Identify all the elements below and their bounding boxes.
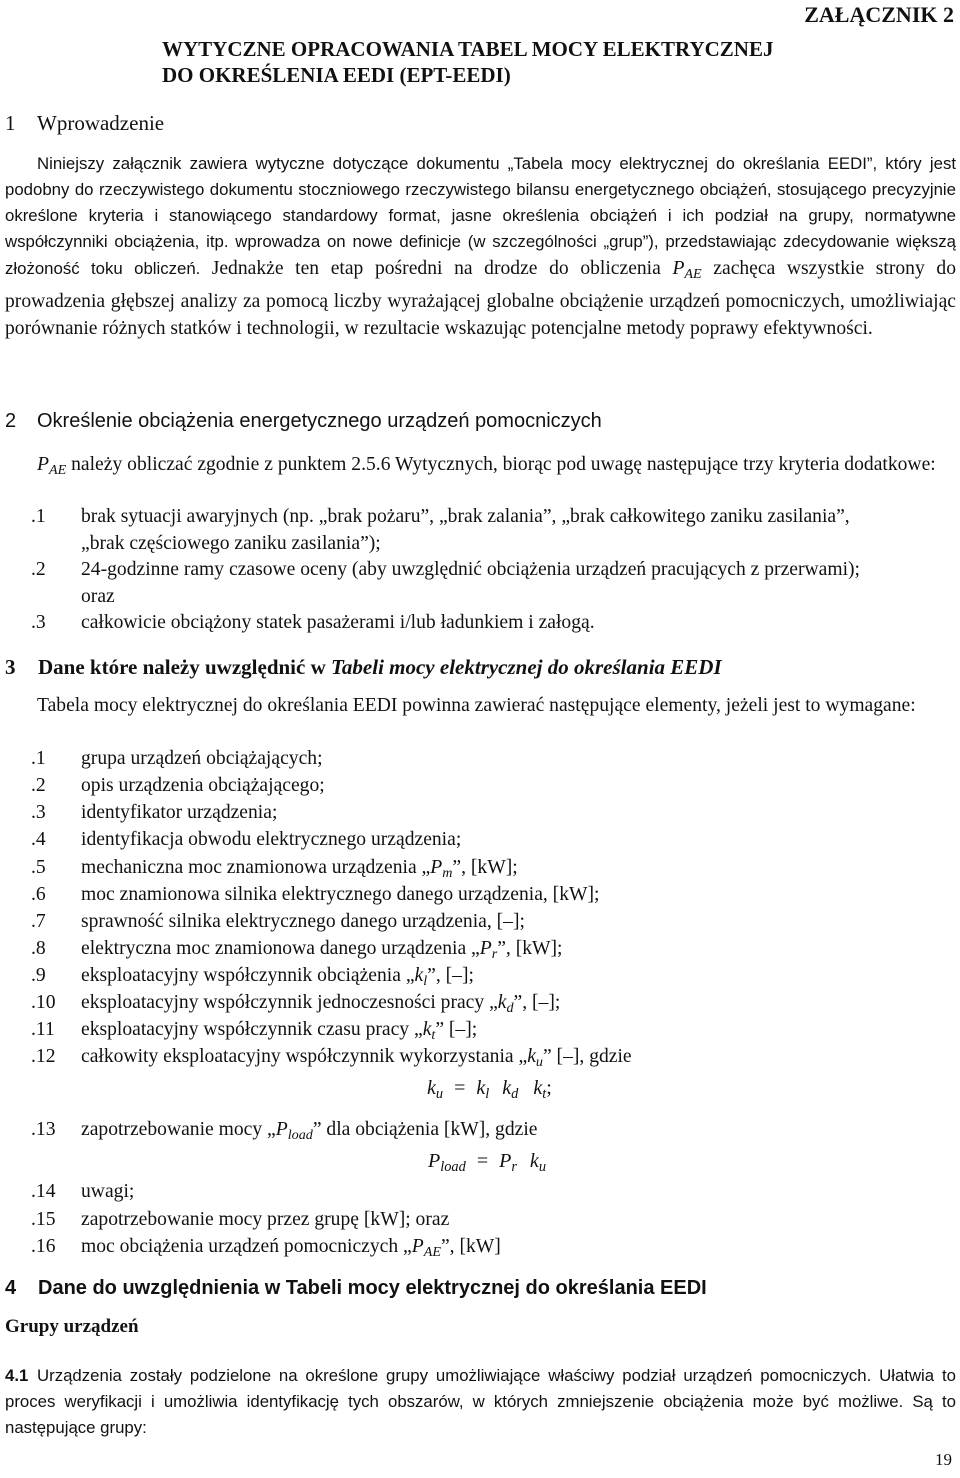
item-text-main: grupa urządzeń obciążających; [81, 748, 323, 769]
item-text-end: ” [–], gdzie [542, 1046, 632, 1067]
item-number: .7 [31, 911, 46, 932]
formula-symbol: k [476, 1077, 486, 1099]
item-text-main: eksploatacyjny współczynnik czasu pracy „ [81, 1019, 423, 1040]
section-4-heading [5, 1277, 707, 1300]
item-text [81, 1233, 960, 1266]
item-text-main: zapotrzebowanie mocy przez grupę [kW]; oraz [81, 1209, 450, 1230]
item-symbol-subscript: u [535, 1053, 543, 1070]
intro-text-b2: zachęca wszystkie strony do prowadzenia głębszej analizy za pomocą liczby wyrażającej globalne obciążenie urządzeń pomocniczych, umożliwiając porównanie różnych statków i technologii, w rezultacie wskazując potencjalne metody poprawy efektywności. [5, 258, 956, 339]
formula-pload [428, 1150, 546, 1176]
item-number: .8 [31, 938, 46, 959]
item-number: .12 [31, 1046, 56, 1067]
paragraph-text: Urządzenia zostały podzielone na określone grupy umożliwiające właściwy podział urządzeń pomocniczych. Ułatwia to proces weryfikacji i umożliwia identyfikację tych obszarów, w których zmniejszenie obciążenia może być możliwe. Są to następujące grupy: [5, 1366, 956, 1437]
formula-subscript: t [542, 1086, 547, 1103]
item-text-end: ”, [kW]; [497, 938, 563, 959]
ae-subscript: AE [48, 461, 67, 478]
section-2-heading [5, 410, 602, 433]
section-number: 3 [5, 655, 16, 679]
item-text [81, 826, 960, 853]
item-text-main: identyfikacja obwodu elektrycznego urządzenia; [81, 829, 462, 850]
item-text-main: elektryczna moc znamionowa danego urządzenia „ [81, 938, 480, 959]
document-title-line2: DO OKREŚLENIA EEDI (EPT-EEDI) [162, 63, 511, 87]
item-number: .15 [31, 1209, 56, 1230]
item-symbol-subscript: t [431, 1026, 436, 1043]
item-text-main: moc znamionowa silnika elektrycznego danego urządzenia, [kW]; [81, 884, 600, 905]
formula-symbol: P [499, 1150, 512, 1172]
formula-subscript: l [485, 1086, 490, 1103]
item-number: .5 [31, 857, 46, 878]
paragraph-4-1 [5, 1363, 956, 1441]
section-1-heading [5, 111, 164, 136]
formula-subscript: u [435, 1086, 444, 1103]
page-number: 19 [935, 1450, 952, 1469]
equals-sign: = [476, 1150, 489, 1172]
item-text [81, 908, 960, 935]
item-text-end: ”, [–]; [427, 965, 474, 986]
section-3-paragraph [5, 692, 956, 719]
paragraph-number: 4.1 [5, 1366, 29, 1385]
item-symbol: P [430, 857, 443, 878]
item-symbol-subscript: load [287, 1126, 313, 1143]
item-number: .16 [31, 1236, 56, 1257]
item-number: .14 [31, 1181, 56, 1202]
section-number: 2 [5, 410, 17, 432]
item-text-main: mechaniczna moc znamionowa urządzenia „ [81, 857, 431, 878]
item-number: .1 [31, 748, 46, 769]
item-symbol: P [411, 1236, 424, 1257]
section-title: Dane do uwzględnienia w Tabeli mocy elektrycznej do określania EEDI [38, 1277, 707, 1299]
intro-paragraph [5, 151, 956, 342]
intro-text-a: Niniejszy załącznik zawiera wytyczne dotyczące dokumentu „Tabela mocy elektrycznej do określania EEDI”, który jest podobny do rzeczywistego dokumentu stoczniowego rzeczywistego bilansu energetycznego obciążeń, stosującego precyzyjnie określone kryteria i stanowiącego standardowy format, jasne określenia obciążeń i ich podział na grupy, normatywne współczynniki obciążenia, itp. wprowadza on nowe definicje (w szczególności „grup”), przedstawiając zdecydowanie większą złożoność toku obliczeń. [5, 154, 956, 278]
item-text: 24-godzinne ramy czasowe oceny (aby uwzględnić obciążenia urządzeń pracujących z przerwami); [81, 559, 860, 580]
formula-symbol: P [428, 1150, 441, 1172]
item-text-main: eksploatacyjny współczynnik jednoczesności pracy „ [81, 992, 498, 1013]
item-text-main: opis urządzenia obciążającego; [81, 775, 325, 796]
item-text [81, 1178, 960, 1205]
item-text: oraz [81, 586, 115, 607]
section-title-italic: Tabeli mocy elektrycznej do określania EEDI [331, 655, 722, 679]
item-symbol-subscript: AE [423, 1243, 441, 1260]
item-text [81, 1043, 960, 1076]
section-number: 1 [5, 111, 16, 135]
section-title: Określenie obciążenia energetycznego urządzeń pomocniczych [37, 410, 602, 432]
item-text-main: identyfikator urządzenia; [81, 802, 278, 823]
item-text: brak sytuacji awaryjnych (np. „brak pożaru”, „brak zalania”, „brak całkowitego zaniku zasilania”, [81, 506, 850, 527]
annex-label: ZAŁĄCZNIK 2 [804, 2, 954, 27]
item-number: .4 [31, 829, 46, 850]
item-text [81, 1116, 960, 1149]
item-text-main: uwagi; [81, 1181, 135, 1202]
intro-text-b1: Jednakże ten etap pośredni na drodze do obliczenia [211, 258, 661, 279]
item-symbol-subscript: m [442, 864, 453, 881]
formula-symbol: k [427, 1077, 436, 1099]
item-text [81, 881, 960, 908]
section-3-text: Tabela mocy elektrycznej do określania EEDI powinna zawierać następujące elementy, jeżeli jest to wymagane: [37, 695, 916, 716]
item-number: .11 [31, 1019, 55, 1040]
item-number: .13 [31, 1119, 56, 1140]
item-text [81, 1206, 960, 1233]
item-text [81, 772, 960, 799]
document-title-line1: WYTYCZNE OPRACOWANIA TABEL MOCY ELEKTRYCZNEJ [162, 37, 774, 61]
item-number: .3 [31, 612, 46, 633]
item-symbol: k [422, 1019, 432, 1040]
item-symbol: P [479, 938, 492, 959]
item-symbol: k [414, 965, 424, 986]
section-title: Dane które należy uwzględnić w [38, 655, 332, 679]
section-2-paragraph [5, 451, 956, 484]
formula-symbol: k [533, 1077, 543, 1099]
section-2-text: należy obliczać zgodnie z punktem 2.5.6 Wytycznych, biorąc pod uwagę następujące trzy kryteria dodatkowe: [71, 454, 936, 475]
item-number: .3 [31, 802, 46, 823]
section-3-heading [5, 655, 722, 680]
item-number: .2 [31, 559, 46, 580]
item-number: .6 [31, 884, 46, 905]
ae-subscript: AE [684, 265, 702, 282]
formula-subscript: r [511, 1159, 517, 1176]
item-symbol: k [497, 992, 507, 1013]
item-text-end: ”, [–]; [513, 992, 561, 1013]
equals-sign: = [454, 1077, 466, 1099]
item-text-end: ” dla obciążenia [kW], gdzie [312, 1119, 538, 1140]
item-symbol-subscript: d [506, 999, 514, 1016]
item-number: .1 [31, 506, 46, 527]
item-text: „brak częściowego zaniku zasilania”); [81, 533, 381, 554]
p-ae-symbol: P [672, 258, 685, 279]
item-text-end: ”, [kW]; [452, 857, 518, 878]
item-symbol: P [275, 1119, 288, 1140]
item-symbol-subscript: r [491, 945, 498, 962]
item-number: .2 [31, 775, 46, 796]
item-text-main: eksploatacyjny współczynnik obciążenia „ [81, 965, 415, 986]
item-text-main: zapotrzebowanie mocy „ [81, 1119, 276, 1140]
item-symbol: k [527, 1046, 536, 1067]
groups-heading: Grupy urządzeń [5, 1316, 139, 1337]
formula-symbol: k [529, 1150, 539, 1172]
formula-subscript: u [538, 1159, 547, 1176]
formula-symbol: k [502, 1077, 512, 1099]
item-text-main: sprawność silnika elektrycznego danego urządzenia, [–]; [81, 911, 525, 932]
item-text [81, 799, 960, 826]
formula-end: ; [546, 1077, 552, 1099]
formula-ku [427, 1077, 552, 1103]
p-symbol: P [37, 454, 49, 475]
item-text-end: ” [–]; [435, 1019, 478, 1040]
formula-subscript: load [440, 1159, 466, 1176]
item-number: .10 [31, 992, 56, 1013]
section-title: Wprowadzenie [37, 111, 165, 135]
item-number: .9 [31, 965, 46, 986]
item-text: całkowicie obciążony statek pasażerami i/lub ładunkiem i załogą. [81, 612, 595, 633]
item-symbol-subscript: l [423, 972, 428, 989]
item-text-end: ”, [kW] [440, 1236, 501, 1257]
item-text-main: całkowity eksploatacyjny współczynnik wykorzystania „ [81, 1046, 528, 1067]
section-number: 4 [5, 1277, 17, 1299]
formula-subscript: d [511, 1086, 519, 1103]
item-text [81, 745, 960, 772]
item-text-main: moc obciążenia urządzeń pomocniczych „ [81, 1236, 412, 1257]
